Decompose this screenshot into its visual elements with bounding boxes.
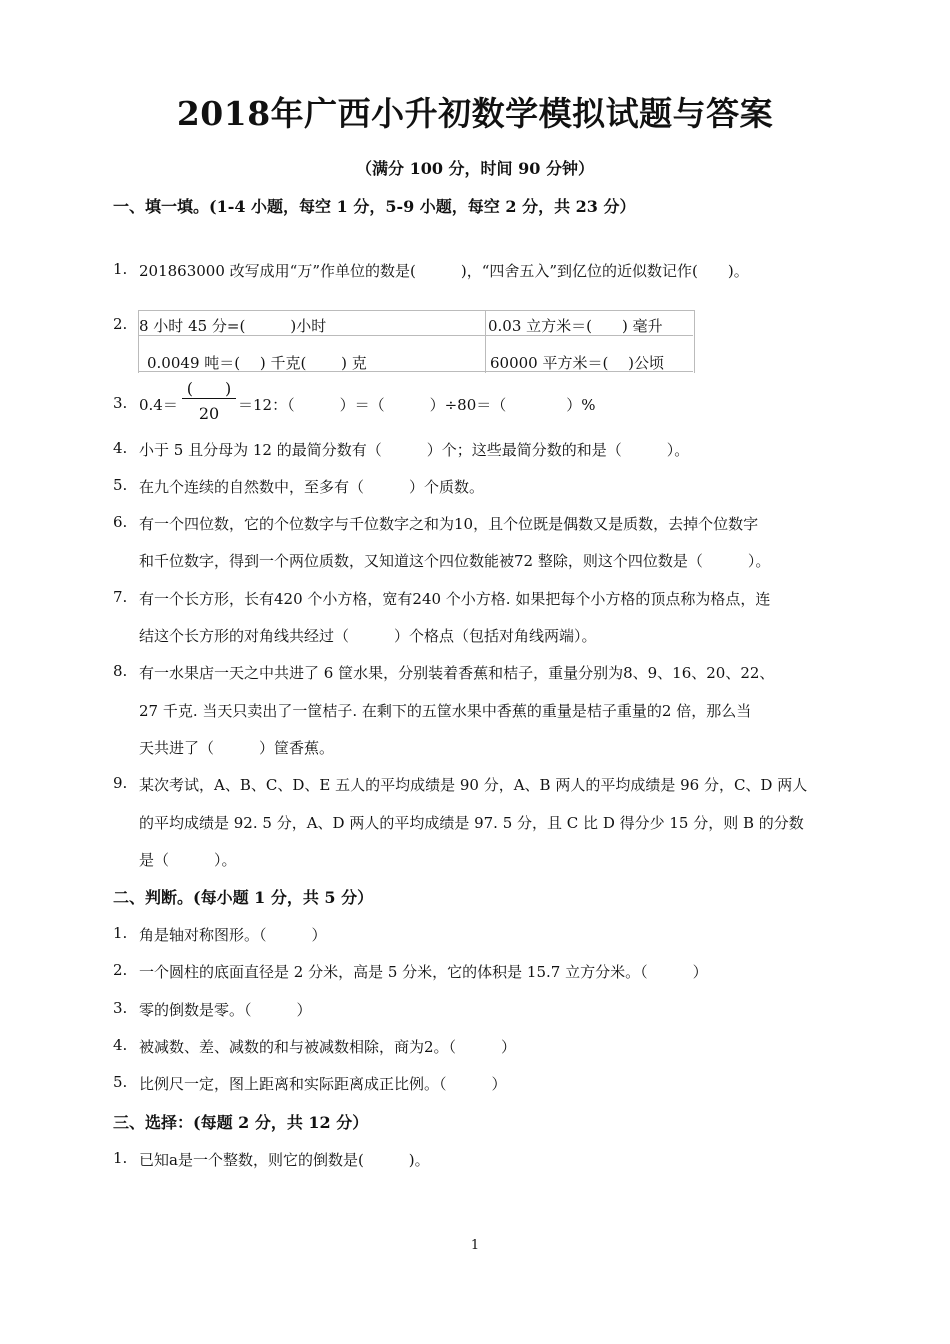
fraction bbox=[182, 376, 236, 426]
page-number: 1 bbox=[470, 1238, 480, 1253]
question-number: 3. bbox=[113, 394, 128, 412]
question-text: 角是轴对称图形。（ ） bbox=[139, 926, 327, 944]
fraction-bar bbox=[182, 398, 236, 399]
question-number: 4. bbox=[113, 439, 128, 457]
table-cell: 0.03 立方米＝( ) 毫升 bbox=[488, 317, 663, 335]
question-text: 201863000 改写成用“万”作单位的数是( )，“四舍五入”到亿位的近似数记作( )。 bbox=[139, 262, 749, 280]
question-text: 和千位数字，得到一个两位质数，又知道这个四位数能被72 整除，则这个四位数是（ ）。 bbox=[139, 552, 771, 570]
section3-heading: 三、选择：(每题 2 分，共 12 分） bbox=[113, 1113, 369, 1132]
question-number: 8. bbox=[113, 662, 128, 680]
section2-heading: 二、判断。(每小题 1 分，共 5 分） bbox=[113, 888, 374, 907]
question-text: 在九个连续的自然数中，至多有（ ）个质数。 bbox=[139, 478, 485, 496]
table-cell: 0.0049 吨＝( ) 千克( ) 克 bbox=[147, 354, 367, 372]
question-text: 结这个长方形的对角线共经过（ ）个格点（包括对角线两端）。 bbox=[139, 627, 597, 645]
fraction-denominator: 20 bbox=[198, 404, 220, 423]
question-number: 9. bbox=[113, 774, 128, 792]
question-text: 比例尺一定，图上距离和实际距离成正比例。（ ） bbox=[139, 1075, 507, 1093]
question-text: 某次考试，A、B、C、D、E 五人的平均成绩是 90 分，A、B 两人的平均成绩是 96 分，C、D 两人 bbox=[139, 776, 808, 794]
page-title: 2018年广西小升初数学模拟试题与答案 bbox=[176, 94, 774, 133]
question-number: 6. bbox=[113, 513, 128, 531]
question-text: 被减数、差、减数的和与被减数相除，商为2。（ ） bbox=[139, 1038, 517, 1056]
question-text: 已知a是一个整数，则它的倒数是( )。 bbox=[139, 1151, 430, 1169]
question-text: 0.4＝ bbox=[139, 396, 178, 414]
question-number: 5. bbox=[113, 1073, 128, 1091]
question-text: 小于 5 且分母为 12 的最简分数有（ ）个；这些最简分数的和是（ ）。 bbox=[139, 441, 690, 459]
question-text: 一个圆柱的底面直径是 2 分米，高是 5 分米，它的体积是 15.7 立方分米。（ ） bbox=[139, 963, 708, 981]
question-number: 7. bbox=[113, 588, 128, 606]
question-number: 4. bbox=[113, 1036, 128, 1054]
question-text: 的平均成绩是 92. 5 分，A、D 两人的平均成绩是 97. 5 分，且 C 比 D 得分少 15 分，则 B 的分数 bbox=[139, 814, 804, 832]
question-text: 天共进了（ ）筐香蕉。 bbox=[139, 739, 335, 757]
question-text: 有一水果店一天之中共进了 6 筐水果，分别装着香蕉和桔子，重量分别为8、9、16、20、22、 bbox=[139, 664, 775, 682]
question-number: 1. bbox=[113, 1149, 128, 1167]
exam-info: （满分 100 分，时间 90 分钟） bbox=[356, 159, 594, 178]
table-cell: 60000 平方米＝( )公顷 bbox=[490, 354, 664, 372]
fraction-numerator: ( ) bbox=[186, 379, 232, 398]
question-text: 零的倒数是零。（ ） bbox=[139, 1001, 312, 1019]
section1-heading: 一、填一填。(1-4 小题，每空 1 分，5-9 小题，每空 2 分，共 23 分） bbox=[113, 197, 636, 216]
question-text: 有一个长方形，长有420 个小方格，宽有240 个小方格. 如果把每个小方格的顶点称为格点，连 bbox=[139, 590, 771, 608]
question-number: 1. bbox=[113, 924, 128, 942]
question-number: 1. bbox=[113, 260, 128, 278]
table-cell: 8 小时 45 分=( )小时 bbox=[139, 317, 327, 335]
question-text: 有一个四位数，它的个位数字与千位数字之和为10，且个位既是偶数又是质数，去掉个位数字 bbox=[139, 515, 759, 533]
question-number: 2. bbox=[113, 315, 128, 333]
question-number: 3. bbox=[113, 999, 128, 1017]
question-text: 是（ ）。 bbox=[139, 851, 237, 869]
question-number: 2. bbox=[113, 961, 128, 979]
question-number: 5. bbox=[113, 476, 128, 494]
question-text: 27 千克. 当天只卖出了一筐桔子. 在剩下的五筐水果中香蕉的重量是桔子重量的2 倍，那么当 bbox=[139, 702, 752, 720]
question-text: ＝12：（ ）＝（ ）÷80＝（ ）% bbox=[238, 396, 596, 414]
